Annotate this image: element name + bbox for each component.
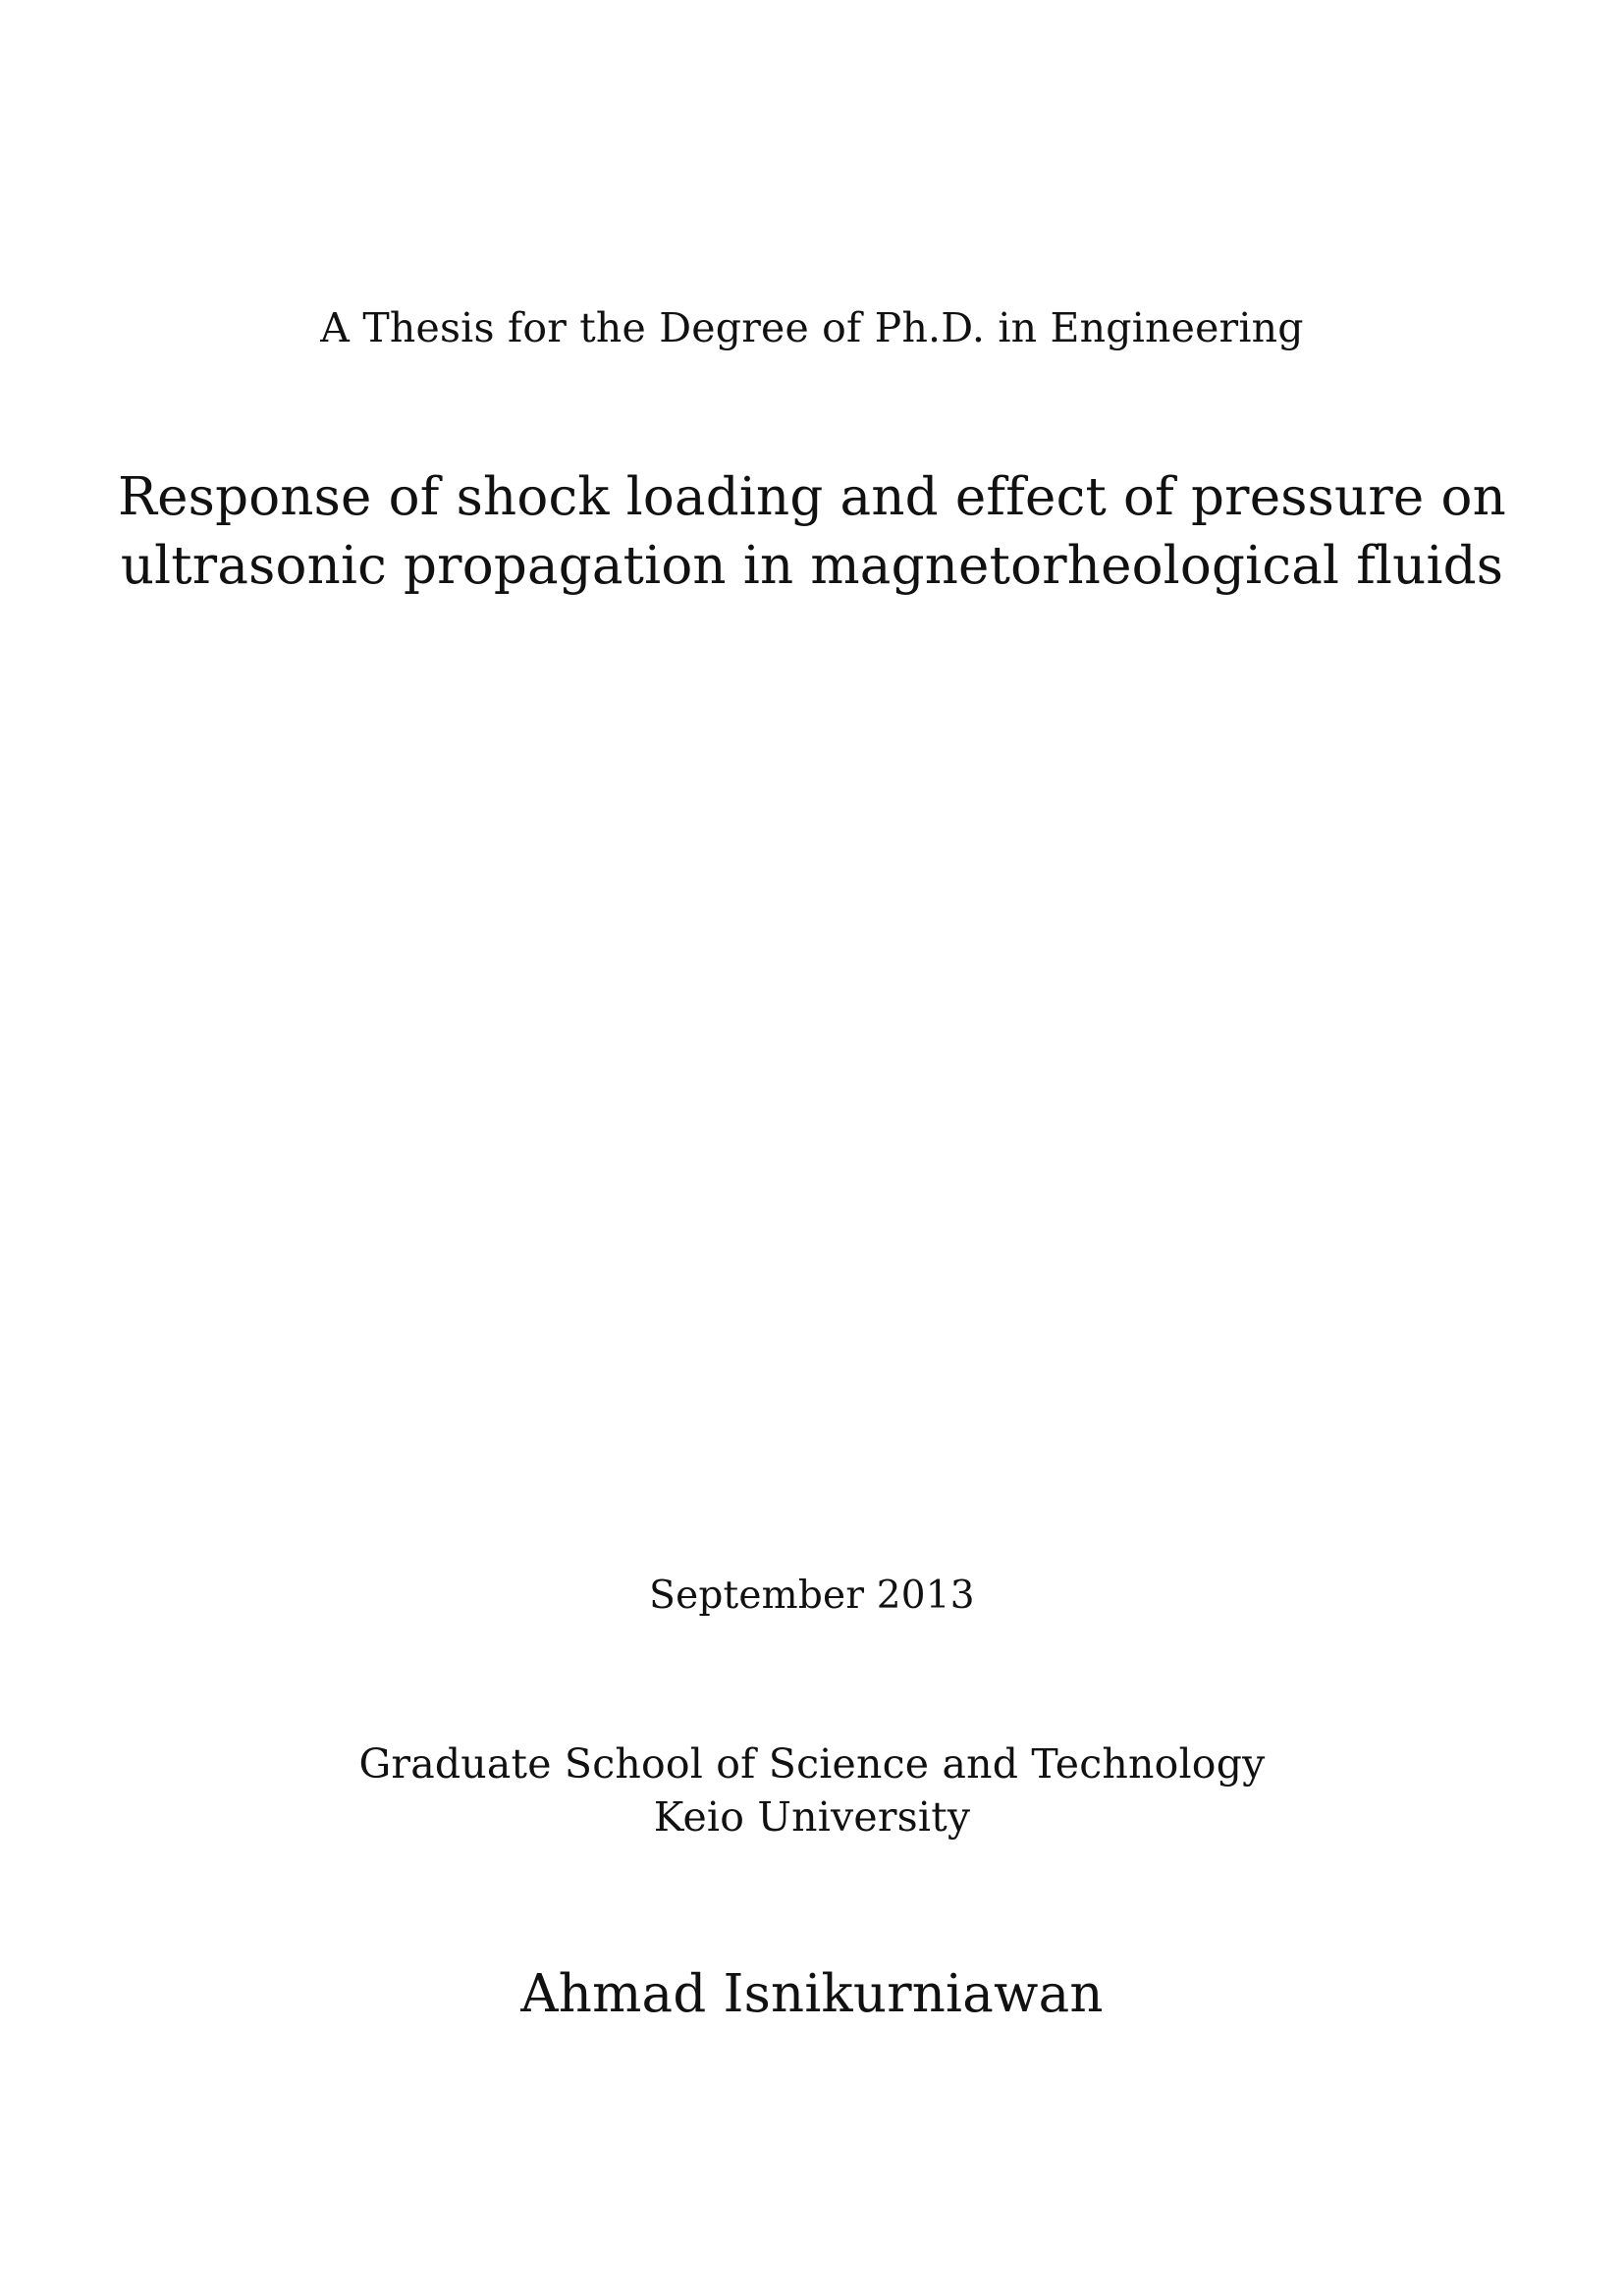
author-name: Ahmad Isnikurniawan: [520, 1964, 1104, 2024]
institution-university: Keio University: [653, 1793, 971, 1841]
thesis-title: [0, 463, 1624, 601]
thesis-title-line-1: Response of shock loading and effect of pressure on: [118, 467, 1506, 527]
thesis-title-line-2: ultrasonic propagation in magnetorheological fluids: [120, 536, 1504, 596]
submission-date: September 2013: [649, 1574, 975, 1618]
institution-school: Graduate School of Science and Technology: [358, 1740, 1266, 1788]
institution: [0, 1737, 1624, 1843]
degree-statement: A Thesis for the Degree of Ph.D. in Engineering: [320, 304, 1304, 351]
